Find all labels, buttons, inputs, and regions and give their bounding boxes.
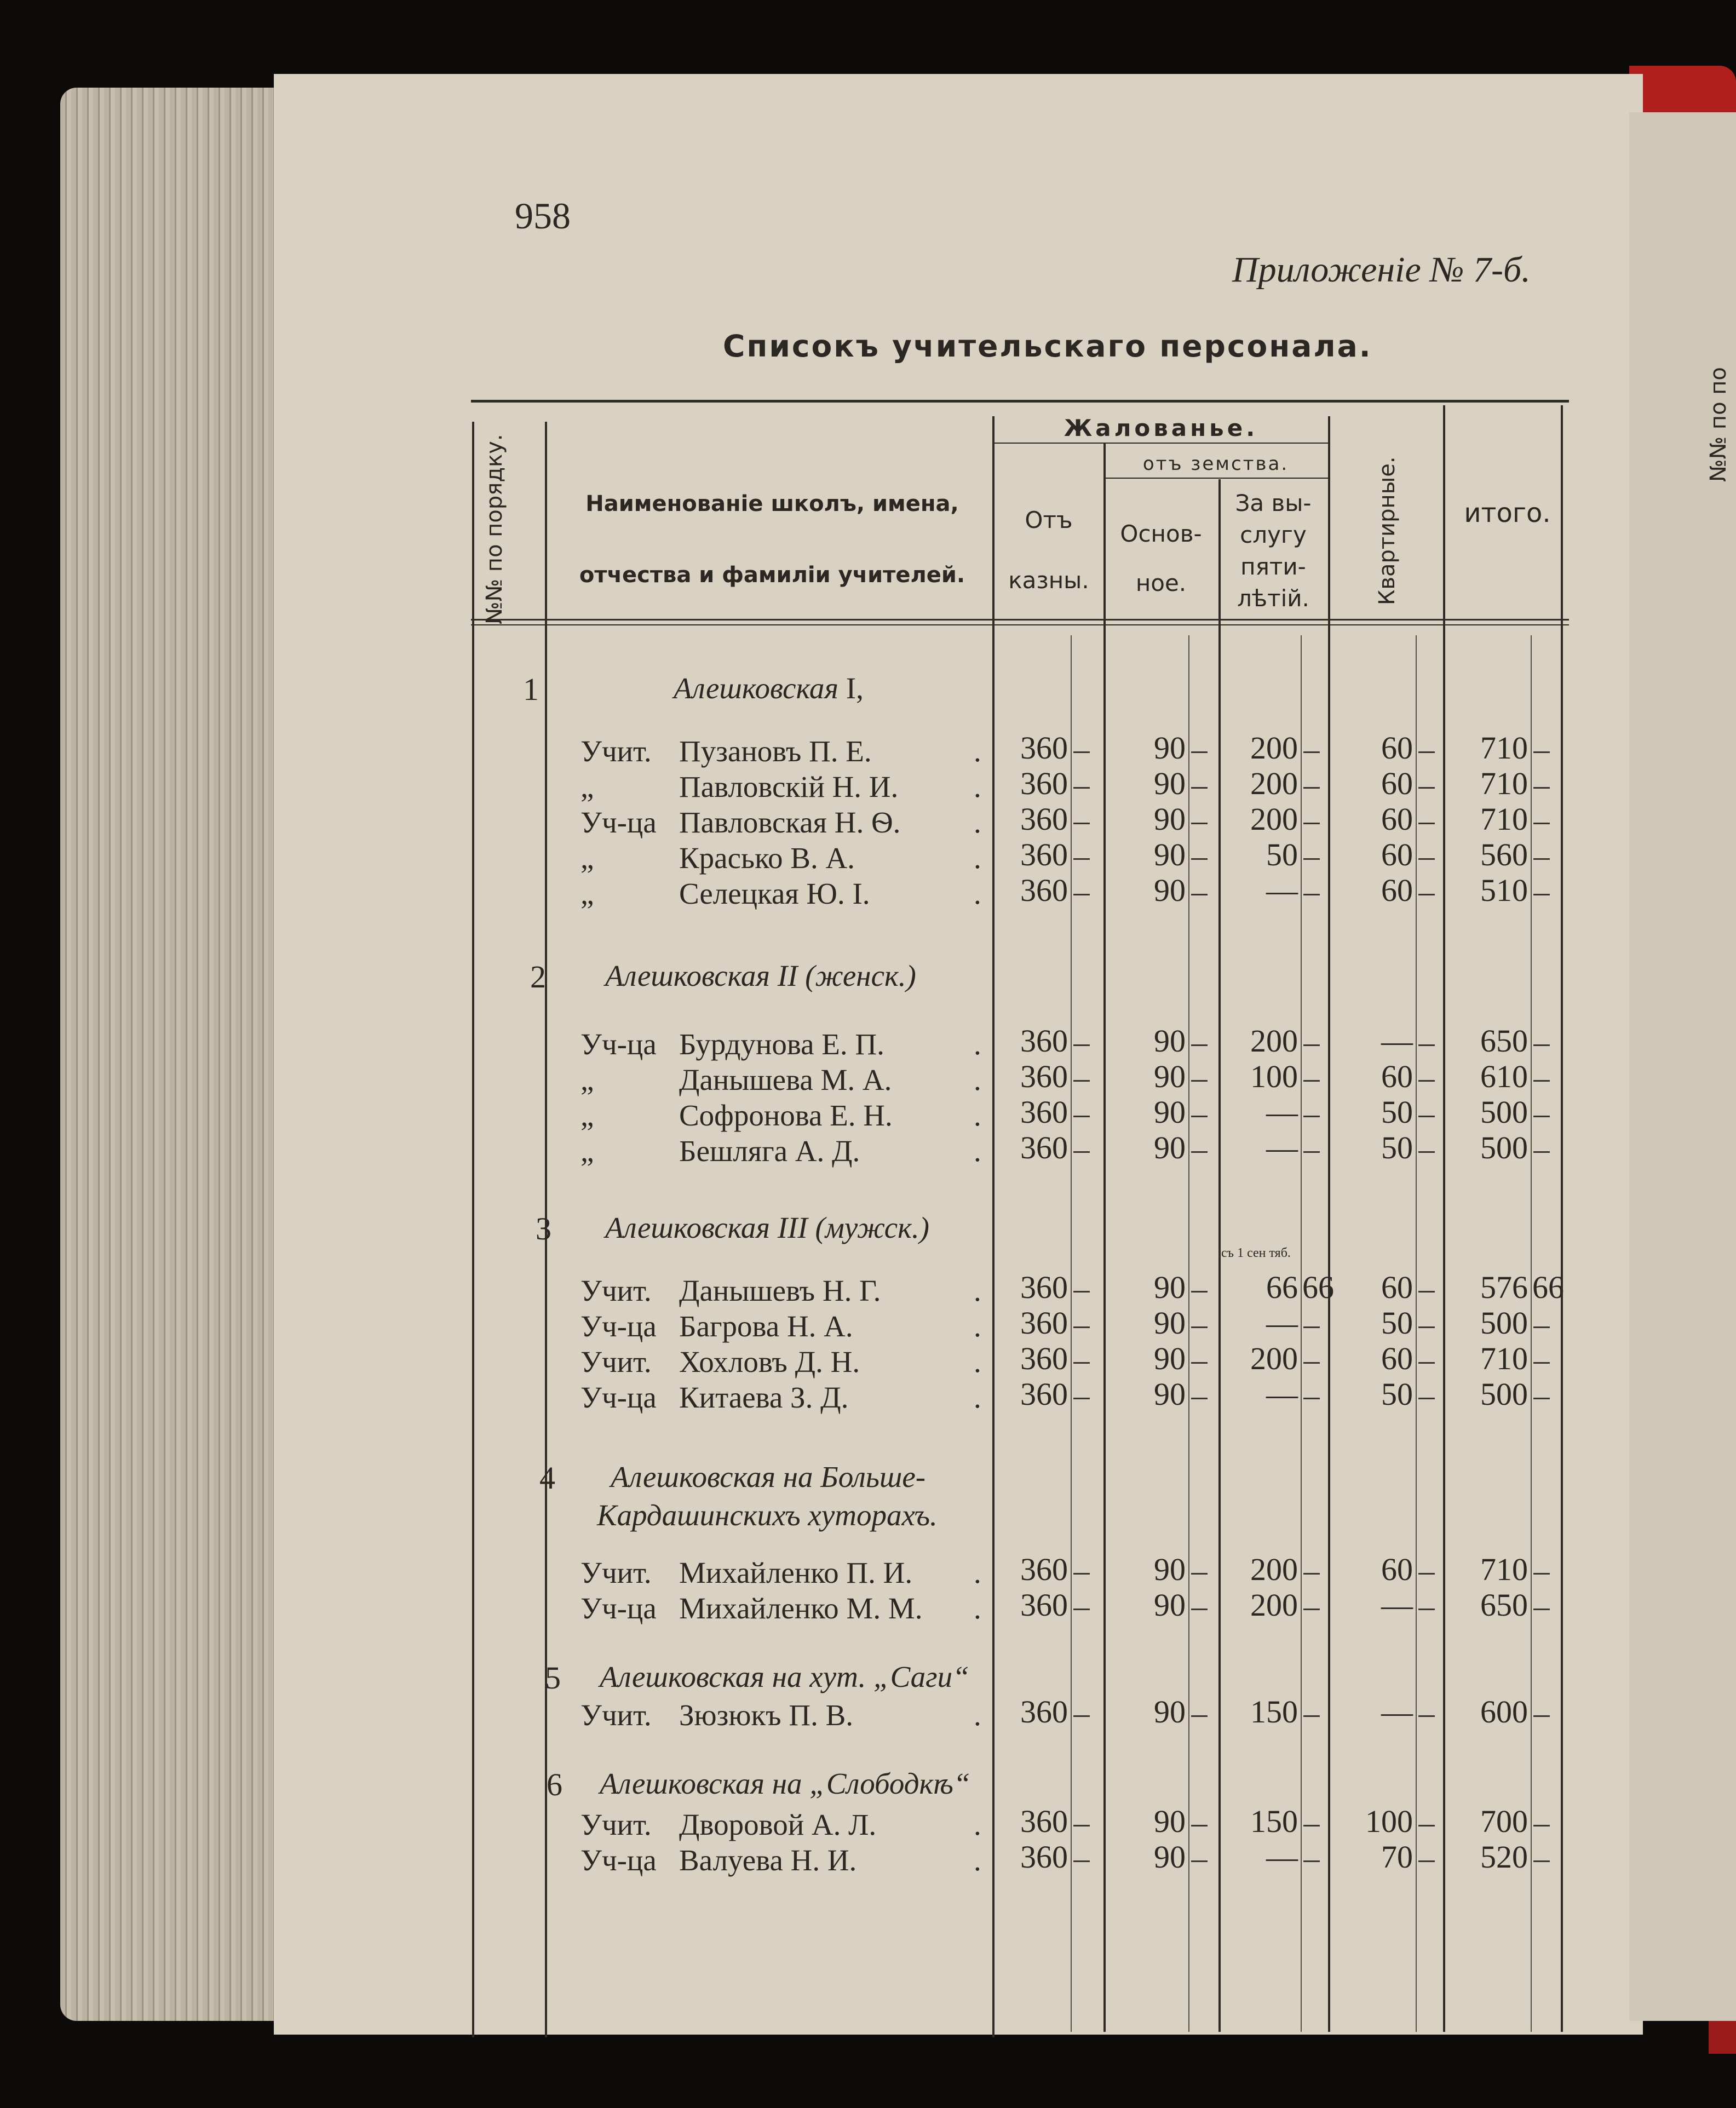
kopecks-dash	[1303, 1044, 1320, 1046]
leader-dot: .	[974, 734, 981, 768]
cell-merit: 200	[1250, 801, 1298, 837]
kopecks-dash	[1303, 1860, 1320, 1862]
cell-treasury: 360	[1020, 1803, 1068, 1839]
cell-housing: 60	[1381, 872, 1413, 908]
kopecks-dash	[1418, 1291, 1435, 1293]
cell-housing: 60	[1381, 1270, 1413, 1305]
col-border-name	[992, 416, 995, 2037]
cell-basic: 90	[1154, 1552, 1186, 1587]
cell-merit: —	[1266, 1376, 1298, 1412]
teacher-title: „	[580, 770, 594, 803]
kopecks-dash	[1418, 1573, 1435, 1575]
cell-treasury: 360	[1020, 1839, 1068, 1875]
cell-merit: 200	[1250, 766, 1298, 801]
school-2-suffix: II (женск.)	[777, 959, 916, 992]
cell-merit: 150	[1250, 1694, 1298, 1730]
cell-merit-kopecks: 66	[1302, 1270, 1334, 1305]
kopecks-dash	[1533, 1398, 1550, 1399]
school-5-number: 5	[545, 1660, 561, 1696]
kopecks-dash	[1533, 1825, 1550, 1826]
table-title: Списокъ учительскаго персонала.	[723, 329, 1372, 364]
cell-basic: 90	[1154, 1270, 1186, 1305]
cell-treasury: 360	[1020, 1305, 1068, 1341]
cell-basic: 90	[1154, 872, 1186, 908]
cell-treasury: 360	[1020, 837, 1068, 872]
kopecks-dash	[1418, 1860, 1435, 1862]
kop-line-total	[1531, 635, 1532, 2032]
kopecks-dash	[1533, 858, 1550, 860]
header-merit	[1221, 487, 1325, 614]
leader-dot: .	[974, 1381, 981, 1414]
teacher-title: Учит.	[580, 1345, 652, 1378]
kopecks-dash	[1191, 1116, 1208, 1117]
teacher-name: Зюзюкъ П. В.	[679, 1698, 854, 1732]
cell-treasury: 360	[1020, 872, 1068, 908]
teacher-title: Уч-ца	[580, 1309, 657, 1343]
school-3-number: 3	[536, 1211, 551, 1247]
kopecks-dash	[1073, 751, 1090, 753]
school-1-name-text: Алешковская	[674, 671, 838, 705]
school-3-name	[605, 1210, 929, 1245]
kopecks-dash	[1533, 1080, 1550, 1082]
school-3-name-text: Алешковская	[605, 1211, 770, 1244]
teacher-title: Учит.	[580, 734, 652, 768]
kopecks-dash	[1418, 1362, 1435, 1364]
cell-total: 500	[1480, 1130, 1528, 1165]
school-5-name: Алешковская на хут. „Саги“	[600, 1660, 969, 1693]
header-total: итого.	[1464, 498, 1551, 529]
cell-basic: 90	[1154, 1587, 1186, 1623]
header-zemstvo: отъ земства.	[1142, 453, 1289, 475]
kopecks-dash	[1191, 1362, 1208, 1364]
teacher-title: Учит.	[580, 1556, 652, 1589]
teacher-title: Учит.	[580, 1274, 652, 1307]
kop-line-basic	[1188, 635, 1189, 2032]
school-1-number: 1	[523, 671, 539, 707]
kopecks-dash	[1191, 1825, 1208, 1826]
teacher-title: Уч-ца	[580, 1592, 657, 1625]
cell-basic: 90	[1154, 1376, 1186, 1412]
leader-dot: .	[974, 770, 981, 803]
kopecks-dash	[1073, 823, 1090, 824]
kopecks-dash	[1073, 1116, 1090, 1117]
header-bottom-rule	[471, 619, 1569, 621]
kopecks-dash	[1073, 1151, 1090, 1153]
kopecks-dash	[1073, 894, 1090, 895]
teacher-title: Уч-ца	[580, 1027, 657, 1061]
kopecks-dash	[1418, 1326, 1435, 1328]
kopecks-dash	[1191, 787, 1208, 789]
kopecks-dash	[1191, 1151, 1208, 1153]
cell-merit: 200	[1250, 1552, 1298, 1587]
cell-basic: 90	[1154, 730, 1186, 766]
cell-housing: 50	[1381, 1130, 1413, 1165]
kopecks-dash	[1418, 1044, 1435, 1046]
col-border-right	[1561, 405, 1563, 2032]
kopecks-dash	[1073, 1080, 1090, 1082]
header-merit-line3: пяти-	[1240, 553, 1306, 580]
kopecks-dash	[1418, 1825, 1435, 1826]
kopecks-dash	[1073, 1573, 1090, 1575]
teacher-name: Павловская Н. Ѳ.	[679, 806, 901, 839]
cell-treasury: 360	[1020, 1587, 1068, 1623]
teacher-name: Красько В. А.	[679, 841, 855, 875]
school-4-number: 4	[539, 1460, 555, 1496]
merit-note: съ 1 сен тяб.	[1221, 1246, 1291, 1260]
cell-treasury: 360	[1020, 1023, 1068, 1059]
cell-total: 710	[1480, 801, 1528, 837]
header-treasury-line1: Отъ	[1025, 507, 1073, 533]
cell-total: 610	[1480, 1059, 1528, 1094]
cell-total: 710	[1480, 730, 1528, 766]
kopecks-dash	[1191, 894, 1208, 895]
kopecks-dash	[1073, 1291, 1090, 1293]
cell-treasury: 360	[1020, 1094, 1068, 1130]
teacher-name: Багрова Н. А.	[679, 1309, 853, 1343]
kopecks-dash	[1073, 1860, 1090, 1862]
kopecks-dash	[1418, 1398, 1435, 1399]
cell-total: 600	[1480, 1694, 1528, 1730]
header-treasury	[997, 490, 1101, 611]
cell-treasury: 360	[1020, 1552, 1068, 1587]
cell-housing: 60	[1381, 801, 1413, 837]
header-merit-line2: слугу	[1240, 521, 1307, 548]
teacher-title: Учит.	[580, 1808, 652, 1841]
header-basic-line2: ное.	[1135, 570, 1187, 596]
cell-housing: 50	[1381, 1305, 1413, 1341]
kopecks-dash	[1191, 1715, 1208, 1717]
header-merit-line1: За вы-	[1235, 490, 1312, 516]
kopecks-dash	[1533, 1362, 1550, 1364]
leader-dot: .	[974, 806, 981, 839]
cell-housing: 60	[1381, 837, 1413, 872]
teacher-title: Уч-ца	[580, 1843, 657, 1877]
teacher-name: Данышевъ Н. Г.	[679, 1274, 881, 1307]
cell-merit: 50	[1266, 837, 1298, 872]
book-page-stack	[60, 88, 290, 2021]
cell-basic: 90	[1154, 1094, 1186, 1130]
kopecks-dash	[1073, 1326, 1090, 1328]
kopecks-dash	[1191, 1609, 1208, 1610]
cell-total: 700	[1480, 1803, 1528, 1839]
cell-treasury: 360	[1020, 801, 1068, 837]
kopecks-dash	[1191, 1291, 1208, 1293]
teacher-name: Пузановъ П. Е.	[679, 734, 872, 768]
kopecks-dash	[1303, 823, 1320, 824]
kopecks-dash	[1533, 894, 1550, 895]
cell-basic: 90	[1154, 1305, 1186, 1341]
teacher-name: Селецкая Ю. I.	[679, 877, 870, 910]
kopecks-dash	[1073, 1044, 1090, 1046]
school-4-name-line2: Кардашинскихъ хуторахъ.	[597, 1498, 938, 1532]
kopecks-dash	[1303, 1825, 1320, 1826]
teacher-name: Данышева М. А.	[679, 1063, 892, 1096]
kopecks-dash	[1303, 751, 1320, 753]
kopecks-dash	[1533, 823, 1550, 824]
kopecks-dash	[1073, 1609, 1090, 1610]
cell-basic: 90	[1154, 801, 1186, 837]
teacher-title: Уч-ца	[580, 806, 657, 839]
teacher-title: Учит.	[580, 1698, 652, 1732]
leader-dot: .	[974, 1309, 981, 1343]
kopecks-dash	[1418, 894, 1435, 895]
header-basic	[1106, 509, 1216, 608]
cell-merit: —	[1266, 872, 1298, 908]
kopecks-dash	[1418, 1080, 1435, 1082]
kopecks-dash	[1533, 751, 1550, 753]
cell-merit: 200	[1250, 1023, 1298, 1059]
header-col-no: №№ по порядку.	[482, 434, 507, 624]
cell-total: 560	[1480, 837, 1528, 872]
school-2-name-text: Алешковская	[605, 959, 770, 992]
kopecks-dash	[1533, 1116, 1550, 1117]
teacher-title: „	[580, 1063, 594, 1096]
appendix-label: Приложенiе № 7-б.	[1232, 250, 1531, 290]
teacher-name: Павловскiй Н. И.	[679, 770, 899, 803]
kopecks-dash	[1418, 1151, 1435, 1153]
kopecks-dash	[1303, 1080, 1320, 1082]
kop-line-merit	[1301, 635, 1302, 2032]
facing-page-header: №№ по по	[1706, 367, 1731, 482]
kopecks-dash	[1191, 1573, 1208, 1575]
header-col-name-line2: отчества и фамилiи учителей.	[579, 562, 965, 588]
cell-treasury: 360	[1020, 1376, 1068, 1412]
kopecks-dash	[1418, 1609, 1435, 1610]
cell-merit: —	[1266, 1094, 1298, 1130]
header-col-name	[553, 468, 991, 611]
cell-treasury: 360	[1020, 1341, 1068, 1376]
cell-treasury: 360	[1020, 1694, 1068, 1730]
cell-total: 576	[1480, 1270, 1528, 1305]
cell-housing: —	[1381, 1587, 1413, 1623]
cell-total: 500	[1480, 1094, 1528, 1130]
teacher-name: Хохловъ Д. Н.	[679, 1345, 860, 1378]
teacher-name: Михайленко П. И.	[679, 1556, 913, 1589]
cell-merit: —	[1266, 1839, 1298, 1875]
cell-housing: 50	[1381, 1376, 1413, 1412]
header-basic-line1: Основ-	[1120, 520, 1202, 547]
cell-total-kopecks: 66	[1532, 1270, 1564, 1305]
school-3-suffix: III (мужск.)	[777, 1211, 929, 1244]
teacher-title: „	[580, 1134, 594, 1168]
kopecks-dash	[1533, 1151, 1550, 1153]
cell-treasury: 360	[1020, 1130, 1068, 1165]
leader-dot: .	[974, 1843, 981, 1877]
header-salary: Жалованье.	[1064, 415, 1258, 441]
school-6-name: Алешковская на „Слободкѣ“	[600, 1767, 970, 1800]
teacher-name: Михайленко М. М.	[679, 1592, 923, 1625]
cell-basic: 90	[1154, 1130, 1186, 1165]
col-border-left	[472, 422, 474, 2037]
kopecks-dash	[1533, 787, 1550, 789]
cell-housing: 60	[1381, 1059, 1413, 1094]
kopecks-dash	[1533, 1044, 1550, 1046]
leader-dot: .	[974, 1808, 981, 1841]
leader-dot: .	[974, 1345, 981, 1378]
cell-housing: —	[1381, 1023, 1413, 1059]
leader-dot: .	[974, 841, 981, 875]
cell-merit: 200	[1250, 1341, 1298, 1376]
kopecks-dash	[1533, 1573, 1550, 1575]
kopecks-dash	[1418, 1116, 1435, 1117]
page-number: 958	[515, 195, 571, 237]
cell-basic: 90	[1154, 837, 1186, 872]
teacher-name: Софронова Е. Н.	[679, 1099, 893, 1132]
kopecks-dash	[1191, 1044, 1208, 1046]
school-4-name-line1: Алешковская на Больше-	[611, 1460, 926, 1494]
school-1-suffix: I,	[846, 671, 864, 705]
leader-dot: .	[974, 1698, 981, 1732]
col-border-treasury	[1103, 444, 1106, 2032]
kopecks-dash	[1073, 1362, 1090, 1364]
cell-merit: 66	[1266, 1270, 1298, 1305]
kopecks-dash	[1303, 1715, 1320, 1717]
cell-housing: 100	[1365, 1803, 1413, 1839]
kopecks-dash	[1191, 823, 1208, 824]
teacher-name: Бешляга А. Д.	[679, 1134, 860, 1168]
kopecks-dash	[1191, 751, 1208, 753]
cell-basic: 90	[1154, 1839, 1186, 1875]
kopecks-dash	[1191, 1398, 1208, 1399]
header-bottom-rule-2	[471, 624, 1569, 625]
kopecks-dash	[1073, 858, 1090, 860]
cell-treasury: 360	[1020, 1059, 1068, 1094]
cell-basic: 90	[1154, 1059, 1186, 1094]
cell-basic: 90	[1154, 1341, 1186, 1376]
kopecks-dash	[1533, 1326, 1550, 1328]
kopecks-dash	[1303, 1609, 1320, 1610]
cell-housing: 60	[1381, 766, 1413, 801]
kopecks-dash	[1303, 1326, 1320, 1328]
cell-total: 650	[1480, 1023, 1528, 1059]
cell-total: 520	[1480, 1839, 1528, 1875]
cell-treasury: 360	[1020, 766, 1068, 801]
cell-basic: 90	[1154, 1694, 1186, 1730]
cell-total: 710	[1480, 1552, 1528, 1587]
kopecks-dash	[1191, 1326, 1208, 1328]
table-top-rule	[471, 400, 1569, 403]
kopecks-dash	[1418, 823, 1435, 824]
cell-merit: 200	[1250, 1587, 1298, 1623]
cell-treasury: 360	[1020, 730, 1068, 766]
kopecks-dash	[1303, 787, 1320, 789]
cell-total: 500	[1480, 1305, 1528, 1341]
school-2-number: 2	[530, 959, 546, 995]
kopecks-dash	[1303, 858, 1320, 860]
cell-total: 710	[1480, 1341, 1528, 1376]
kopecks-dash	[1191, 858, 1208, 860]
cell-housing: 70	[1381, 1839, 1413, 1875]
teacher-title: „	[580, 877, 594, 910]
kopecks-dash	[1073, 1825, 1090, 1826]
kopecks-dash	[1303, 1116, 1320, 1117]
kopecks-dash	[1191, 1080, 1208, 1082]
header-housing: Квартирные.	[1375, 456, 1400, 605]
cell-total: 710	[1480, 766, 1528, 801]
cell-housing: —	[1381, 1694, 1413, 1730]
kopecks-dash	[1533, 1609, 1550, 1610]
cell-merit: 200	[1250, 730, 1298, 766]
cell-housing: 60	[1381, 1341, 1413, 1376]
leader-dot: .	[974, 1063, 981, 1096]
leader-dot: .	[974, 877, 981, 910]
teacher-name: Бурдунова Е. П.	[679, 1027, 884, 1061]
teacher-title: „	[580, 1099, 594, 1132]
col-border-basic	[1218, 479, 1221, 2032]
kopecks-dash	[1303, 1398, 1320, 1399]
cell-treasury: 360	[1020, 1270, 1068, 1305]
teacher-name: Валуева Н. И.	[679, 1843, 857, 1877]
school-6-number: 6	[547, 1767, 562, 1802]
kop-line-treasury	[1071, 635, 1072, 2032]
kopecks-dash	[1073, 1715, 1090, 1717]
kopecks-dash	[1418, 858, 1435, 860]
header-treasury-line2: казны.	[1008, 567, 1089, 594]
kopecks-dash	[1073, 787, 1090, 789]
cell-housing: 60	[1381, 1552, 1413, 1587]
book-page	[274, 74, 1643, 2035]
cell-merit: 150	[1250, 1803, 1298, 1839]
kop-line-housing	[1416, 635, 1417, 2032]
col-border-merit	[1328, 416, 1330, 2032]
kopecks-dash	[1533, 1715, 1550, 1717]
cell-housing: 50	[1381, 1094, 1413, 1130]
leader-dot: .	[974, 1592, 981, 1625]
kopecks-dash	[1418, 787, 1435, 789]
cell-merit: —	[1266, 1130, 1298, 1165]
school-1-name	[674, 671, 864, 705]
teacher-title: Уч-ца	[580, 1381, 657, 1414]
teacher-name: Китаева З. Д.	[679, 1381, 849, 1414]
kopecks-dash	[1303, 894, 1320, 895]
cell-basic: 90	[1154, 1023, 1186, 1059]
cell-merit: 100	[1250, 1059, 1298, 1094]
cell-total: 650	[1480, 1587, 1528, 1623]
header-merit-line4: лѣтiй.	[1237, 585, 1309, 612]
col-border-housing	[1443, 405, 1445, 2032]
leader-dot: .	[974, 1027, 981, 1061]
header-col-name-line1: Наименованiе школъ, имена,	[585, 491, 959, 516]
cell-basic: 90	[1154, 1803, 1186, 1839]
teacher-name: Дворовой А. Л.	[679, 1808, 877, 1841]
leader-dot: .	[974, 1099, 981, 1132]
cell-housing: 60	[1381, 730, 1413, 766]
cell-total: 510	[1480, 872, 1528, 908]
kopecks-dash	[1418, 751, 1435, 753]
cell-merit: —	[1266, 1305, 1298, 1341]
kopecks-dash	[1191, 1860, 1208, 1862]
school-2-name	[605, 958, 916, 993]
kopecks-dash	[1418, 1715, 1435, 1717]
cell-total: 500	[1480, 1376, 1528, 1412]
kopecks-dash	[1303, 1573, 1320, 1575]
leader-dot: .	[974, 1274, 981, 1307]
teacher-title: „	[580, 841, 594, 875]
cell-basic: 90	[1154, 766, 1186, 801]
kopecks-dash	[1303, 1362, 1320, 1364]
kopecks-dash	[1303, 1151, 1320, 1153]
leader-dot: .	[974, 1134, 981, 1168]
kopecks-dash	[1533, 1860, 1550, 1862]
leader-dot: .	[974, 1556, 981, 1589]
kopecks-dash	[1073, 1398, 1090, 1399]
